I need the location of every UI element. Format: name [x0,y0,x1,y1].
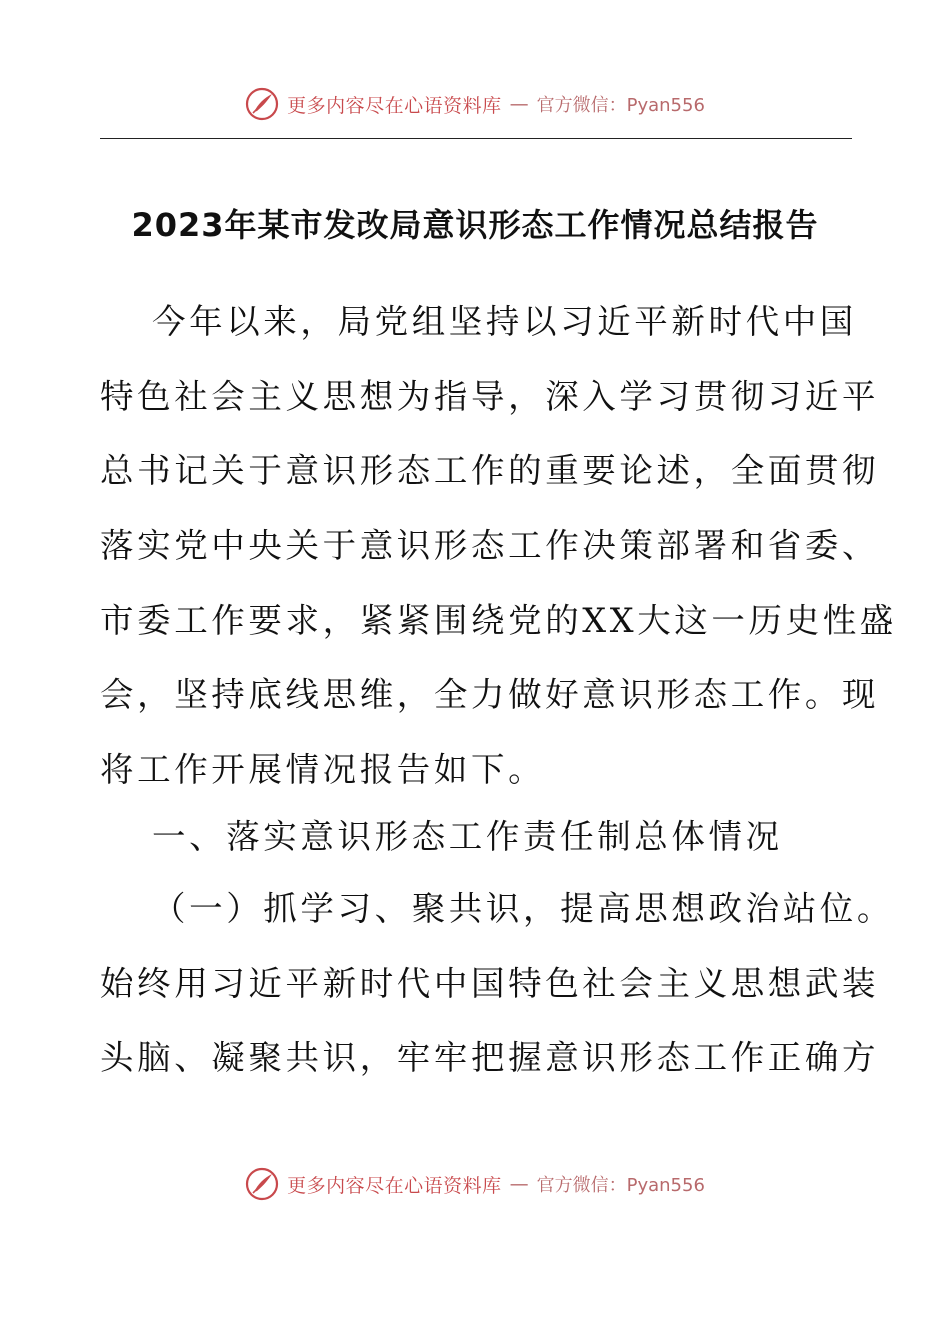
subsection-heading: （一）抓学习、聚共识，提高思想政治站位。 [152,889,894,928]
body-line: 会，坚持底线思维，全力做好意识形态工作。现 [100,675,880,714]
body-line: 落实党中央关于意识形态工作决策部署和省委、 [100,526,880,565]
header-watermark [0,82,950,126]
body-line: 将工作开展情况报告如下。 [100,750,546,789]
section-heading: 一、落实意识形态工作责任制总体情况 [152,817,783,856]
footer-brand-text: 更多内容尽在心语资料库 [287,1174,502,1197]
document-title: 2023年某市发改局意识形态工作情况总结报告 [131,206,819,244]
quill-logo-icon [245,1167,279,1201]
header-divider [100,138,852,139]
footer-separator: — [509,1173,529,1195]
body-line: 市委工作要求，紧紧围绕党的XX大这一历史性盛 [100,601,897,640]
header-brand-text: 更多内容尽在心语资料库 [287,94,502,117]
body-line: 特色社会主义思想为指导，深入学习贯彻习近平 [100,377,880,416]
body-line: 今年以来，局党组坚持以习近平新时代中国 [152,302,857,341]
quill-logo-icon [245,87,279,121]
footer-watermark [0,1162,950,1206]
body-line: 始终用习近平新时代中国特色社会主义思想武装 [100,964,880,1003]
header-wechat-text: 官方微信：Pyan556 [536,95,705,116]
header-separator: — [509,93,529,115]
body-line: 总书记关于意识形态工作的重要论述，全面贯彻 [100,451,880,490]
footer-wechat-text: 官方微信：Pyan556 [536,1175,705,1196]
body-line: 头脑、凝聚共识，牢牢把握意识形态工作正确方 [100,1038,880,1077]
